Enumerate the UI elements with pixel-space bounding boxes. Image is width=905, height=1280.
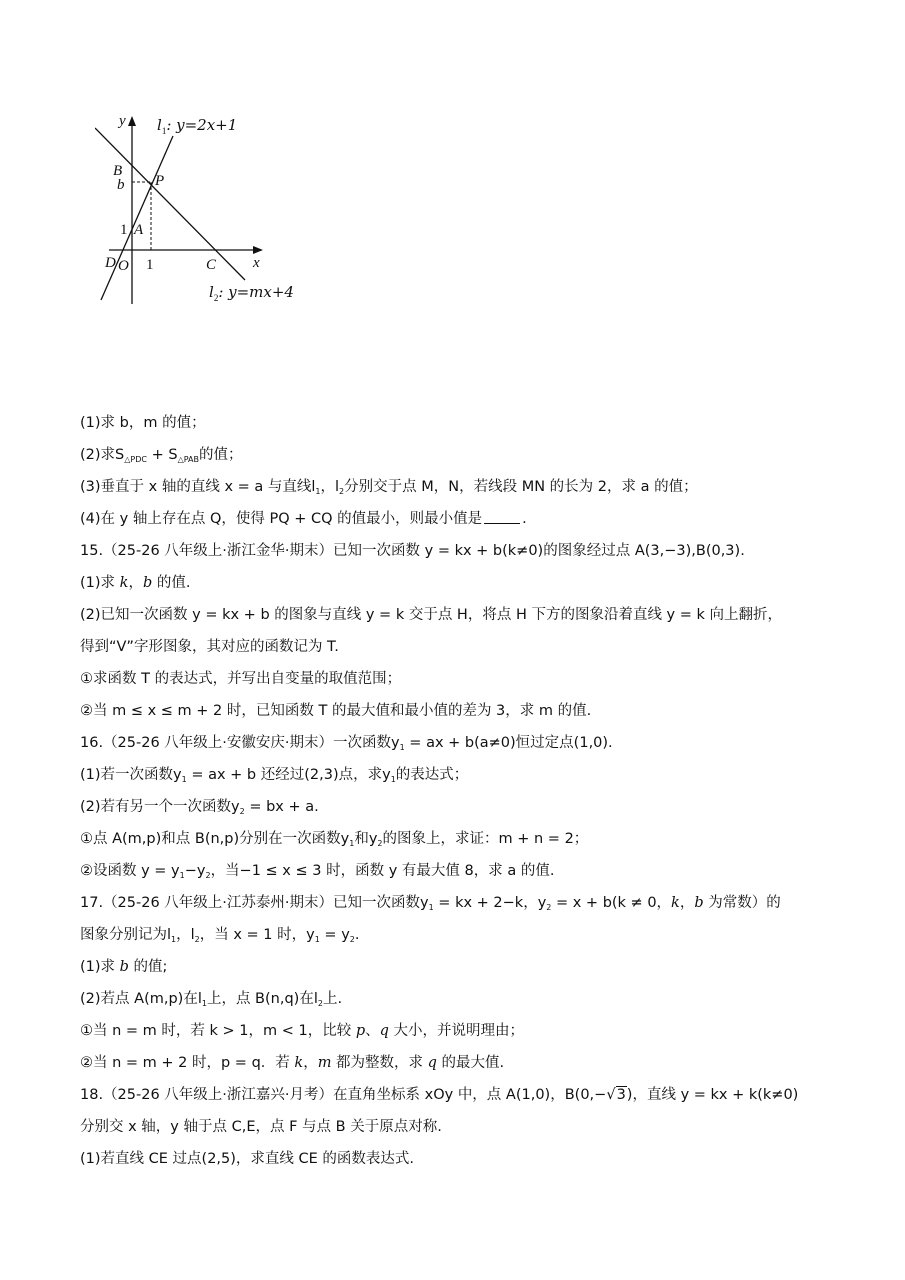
var-q: q bbox=[427, 1055, 437, 1071]
sub-2: 2 bbox=[546, 903, 552, 912]
q16-sub1 bbox=[80, 827, 840, 859]
var-b: b bbox=[694, 895, 704, 911]
sub-pdc: △PDC bbox=[124, 455, 147, 464]
sub-2: 2 bbox=[349, 935, 355, 944]
label-y-axis: y bbox=[119, 113, 126, 129]
q15-part1 bbox=[80, 571, 840, 603]
q16-part1-text: (1)若一次函数y bbox=[80, 767, 182, 783]
sub-1: 1 bbox=[315, 487, 321, 496]
q15-sub2-text: ②当 m ≤ x ≤ m + 2 时，已知函数 T 的最大值和最小值的差为 3，求 m 的值. bbox=[80, 703, 592, 719]
label-l1: $l_1$: y=2x+1 bbox=[157, 116, 238, 136]
q16-part1-end: 的表达式； bbox=[395, 767, 469, 783]
answer-blank bbox=[484, 509, 520, 524]
q16-sub2-text: ②设函数 y = y bbox=[80, 863, 180, 879]
q14-part4-end: . bbox=[522, 511, 527, 527]
label-P: P bbox=[155, 173, 165, 189]
q16-part1-mid: = ax + b 还经过(2,3)点，求y bbox=[186, 767, 391, 783]
q17-part1-text: (1)求 bbox=[80, 959, 120, 975]
q14-part2-plus: + S bbox=[146, 447, 178, 463]
q17-part2 bbox=[80, 987, 840, 1019]
label-D: D bbox=[105, 255, 116, 271]
var-k: k bbox=[294, 1055, 304, 1071]
var-k: k bbox=[119, 575, 129, 591]
q17-sub1 bbox=[80, 1019, 840, 1051]
q17-part2-text: (2)若点 A(m,p)在l bbox=[80, 991, 202, 1007]
sub-1: 1 bbox=[181, 775, 187, 784]
q17-sub2-end: 的最大值. bbox=[436, 1055, 505, 1071]
sub-1: 1 bbox=[179, 871, 185, 880]
q16-part1 bbox=[80, 763, 840, 795]
q18-heading-line2 bbox=[80, 1115, 840, 1147]
q18-heading-text-cont: 分别交 x 轴，y 轴于点 C,E，点 F 与点 B 关于原点对称. bbox=[80, 1119, 442, 1135]
comma: ， bbox=[128, 575, 143, 591]
label-b: b bbox=[117, 177, 125, 193]
separator: 、 bbox=[365, 1023, 380, 1039]
label-l2: $l_2$: y=mx+4 bbox=[209, 283, 294, 303]
question-text bbox=[80, 411, 840, 1179]
q14-part3 bbox=[80, 475, 840, 507]
q16-heading bbox=[80, 731, 840, 763]
sqrt-radicand: 3 bbox=[616, 1087, 626, 1103]
sub-2: 2 bbox=[239, 807, 245, 816]
label-x-axis: x bbox=[253, 255, 260, 271]
q14-part1-text: (1)求 b，m 的值； bbox=[80, 415, 206, 431]
q18-heading-line1 bbox=[80, 1083, 840, 1115]
comma: ， bbox=[303, 1055, 318, 1071]
sub-2: 2 bbox=[317, 999, 323, 1008]
q15-part2-text: (2)已知一次函数 y = kx + b 的图象与直线 y = k 交于点 H，将点 H 下方的图象沿着直线 y = k 向上翻折， bbox=[80, 607, 783, 623]
period: . bbox=[354, 927, 360, 943]
var-p: p bbox=[355, 1023, 366, 1039]
q14-part2-end: 的值； bbox=[199, 447, 243, 463]
q17-heading-mid: = kx + 2−k，y bbox=[433, 895, 547, 911]
sub-1: 1 bbox=[399, 743, 405, 752]
q15-sub1-text: ①求函数 T 的表达式，并写出自变量的取值范围； bbox=[80, 671, 402, 687]
label-B: B bbox=[113, 163, 123, 179]
q14-part4-text: (4)在 y 轴上存在点 Q，使得 PQ + CQ 的值最小，则最小值是 bbox=[80, 511, 483, 527]
q17-part1 bbox=[80, 955, 840, 987]
q17-heading-end: 为常数）的 bbox=[703, 895, 781, 911]
label-one-x: 1 bbox=[146, 257, 154, 273]
sqrt-symbol: √ bbox=[606, 1087, 616, 1103]
q17-part1-end: 的值; bbox=[128, 959, 168, 975]
sub-2: 2 bbox=[377, 839, 383, 848]
q14-part3-end: 分别交于点 M，N，若线段 MN 的长为 2，求 a 的值； bbox=[344, 479, 698, 495]
q17-part2-end: 上. bbox=[322, 991, 343, 1007]
x-axis-arrow bbox=[253, 246, 263, 254]
eq-y: = y bbox=[319, 927, 350, 943]
q16-heading-text: 16.（25-26 八年级上·安徽安庆·期末）一次函数y bbox=[80, 735, 400, 751]
q18-heading-text: 18.（25-26 八年级上·浙江嘉兴·月考）在直角坐标系 xOy 中，点 A(1,0)，B(0,− bbox=[80, 1087, 607, 1103]
q15-part2-text-cont: 得到“V”字形图象，其对应的函数记为 T. bbox=[80, 639, 339, 655]
sub-2: 2 bbox=[194, 935, 200, 944]
q15-part2-line1 bbox=[80, 603, 840, 635]
var-k: k bbox=[671, 895, 680, 911]
q17-heading-text-cont: 图象分别记为l bbox=[80, 927, 172, 943]
q17-heading-mid2: = x + b(k ≠ 0， bbox=[551, 895, 672, 911]
q14-part2-text: (2)求S bbox=[80, 447, 125, 463]
label-C: C bbox=[206, 257, 217, 273]
sub-2: 2 bbox=[205, 871, 211, 880]
q17-heading-text: 17.（25-26 八年级上·江苏泰州·期末）已知一次函数y bbox=[80, 895, 429, 911]
q15-sub2 bbox=[80, 699, 840, 731]
q17-sub1-text: ①当 n = m 时，若 k > 1，m < 1，比较 bbox=[80, 1023, 356, 1039]
var-b: b bbox=[142, 575, 153, 591]
sub-1: 1 bbox=[171, 935, 177, 944]
sub-1: 1 bbox=[314, 935, 320, 944]
coordinate-figure bbox=[95, 108, 310, 308]
label-one-y: 1 bbox=[120, 222, 128, 238]
q15-sub1 bbox=[80, 667, 840, 699]
q18-part1 bbox=[80, 1147, 840, 1179]
q16-sub1-end: 的图象上，求证：m + n = 2； bbox=[382, 831, 589, 847]
q15-part1-text: (1)求 bbox=[80, 575, 120, 591]
q15-part1-end: 的值. bbox=[152, 575, 191, 591]
q16-sub2-mid: −y bbox=[184, 863, 206, 879]
q16-part2 bbox=[80, 795, 840, 827]
sub-1: 1 bbox=[349, 839, 355, 848]
q17-part2-mid: 上，点 B(n,q)在l bbox=[206, 991, 318, 1007]
var-q: q bbox=[379, 1023, 389, 1039]
q17-sub1-end: 大小，并说明理由； bbox=[388, 1023, 525, 1039]
sub-1: 1 bbox=[201, 999, 207, 1008]
var-b: b bbox=[119, 959, 129, 975]
comma-l: ，l bbox=[176, 927, 195, 943]
y-axis-arrow bbox=[128, 116, 136, 126]
q16-heading-end: = ax + b(a≠0)恒过定点(1,0). bbox=[404, 735, 613, 751]
q14-part1 bbox=[80, 411, 840, 443]
q17-sub2-mid: 都为整数，求 bbox=[331, 1055, 428, 1071]
q16-part2-end: = bx + a. bbox=[244, 799, 319, 815]
q16-part2-text: (2)若有另一个一次函数y bbox=[80, 799, 240, 815]
sub-pab: △PAB bbox=[177, 455, 199, 464]
q16-sub2-end: ，当−1 ≤ x ≤ 3 时，函数 y 有最大值 8，求 a 的值. bbox=[210, 863, 555, 879]
q15-heading bbox=[80, 539, 840, 571]
q16-sub1-text: ①点 A(m,p)和点 B(n,p)分别在一次函数y bbox=[80, 831, 350, 847]
label-A: A bbox=[134, 222, 144, 238]
q17-heading-mid3: ，当 x = 1 时，y bbox=[199, 927, 315, 943]
q14-part2 bbox=[80, 443, 840, 475]
q17-heading-line2 bbox=[80, 923, 840, 955]
var-m: m bbox=[317, 1055, 332, 1071]
q17-sub2-text: ②当 n = m + 2 时，p = q．若 bbox=[80, 1055, 295, 1071]
q15-heading-text: 15.（25-26 八年级上·浙江金华·期末）已知一次函数 y = kx + b(k≠0)的图象经过点 A(3,−3),B(0,3). bbox=[80, 543, 745, 559]
q14-part4 bbox=[80, 507, 840, 539]
q17-sub2 bbox=[80, 1051, 840, 1083]
q18-heading-end: )，直线 y = kx + k(k≠0) bbox=[626, 1087, 799, 1103]
label-O: O bbox=[118, 258, 129, 274]
q16-sub2 bbox=[80, 859, 840, 891]
sub-2: 2 bbox=[339, 487, 345, 496]
q16-sub1-mid: 和y bbox=[354, 831, 378, 847]
q17-heading-line1 bbox=[80, 891, 840, 923]
sub-1: 1 bbox=[390, 775, 396, 784]
line-l1 bbox=[101, 136, 173, 300]
q15-part2-line2 bbox=[80, 635, 840, 667]
q18-part1-text: (1)若直线 CE 过点(2,5)，求直线 CE 的函数表达式. bbox=[80, 1151, 415, 1167]
sub-1: 1 bbox=[428, 903, 434, 912]
q14-part3-text: (3)垂直于 x 轴的直线 x = a 与直线l bbox=[80, 479, 316, 495]
comma: ， bbox=[679, 895, 695, 911]
q14-part3-mid: ，l bbox=[320, 479, 340, 495]
